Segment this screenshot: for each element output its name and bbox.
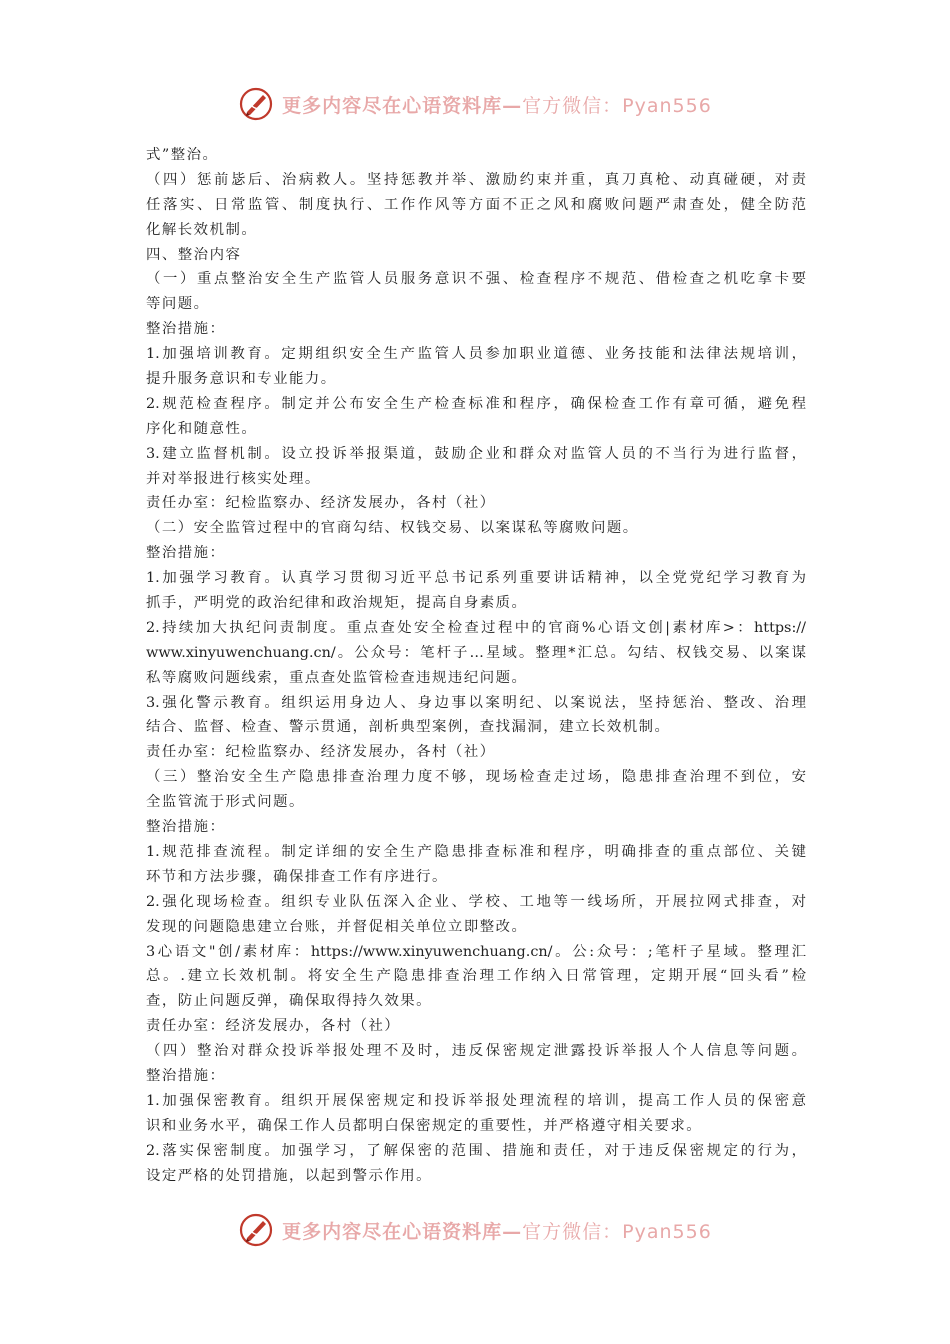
banner-text: 更多内容尽在心语资料库—官方微信：Pyan556 [282, 1220, 712, 1243]
text-line: 设定严格的处罚措施，以起到警示作用。 [146, 1167, 433, 1184]
text-line: 3.建立监督机制。设立投诉举报渠道，鼓励企业和群众对监管人员的不当行为进行监督， [146, 445, 806, 462]
text-line: 1.规范排查流程。制定详细的安全生产隐患排查标准和程序，明确排查的重点部位、关键 [146, 843, 806, 860]
text-line: 式”整治。 [146, 147, 219, 163]
text-line: 全监管流于形式问题。 [146, 794, 305, 811]
text-line: 总。.建立长效机制。将安全生产隐患排查治理工作纳入日常管理，定期开展“回头看”检 [146, 968, 806, 985]
document-body [146, 143, 806, 1188]
text-line: 私等腐败问题线索，重点查处监管检查违规违纪问题。 [146, 669, 528, 686]
text-line: 发现的问题隐患建立台账，并督促相关单位立即整改。 [146, 918, 528, 935]
text-line: 识和业务水平，确保工作人员都明白保密规定的重要性，并严格遵守相关要求。 [146, 1117, 703, 1134]
text-line: 2.强化现场检查。组织专业队伍深入企业、学校、工地等一线场所，开展拉网式排查，对 [146, 893, 806, 910]
text-line: 化解长效机制。 [146, 221, 258, 238]
text-line: 序化和随意性。 [146, 420, 258, 437]
text-line: 整治措施： [146, 1067, 226, 1084]
pen-logo-icon [238, 86, 274, 122]
footer-banner [0, 1210, 950, 1250]
text-line: 整治措施： [146, 321, 226, 338]
text-line: （三）整治安全生产隐患排查治理力度不够，现场检查走过场，隐患排查治理不到位，安 [146, 769, 806, 786]
banner-text: 更多内容尽在心语资料库—官方微信：Pyan556 [282, 94, 712, 117]
text-line: 四、整治内容 [146, 246, 242, 263]
text-line: 等问题。 [146, 296, 210, 313]
text-line: 环节和方法步骤，确保排查工作有序进行。 [146, 868, 448, 885]
text-line: 整治措施： [146, 819, 226, 836]
text-line: （四）惩前毖后、治病救人。坚持惩教并举、激励约束并重，真刀真枪、动真碰硬，对责 [146, 171, 806, 188]
text-line: 1.加强培训教育。定期组织安全生产监管人员参加职业道德、业务技能和法律法规培训， [146, 346, 806, 363]
text-line: 2.规范检查程序。制定并公布安全生产检查标准和程序，确保检查工作有章可循，避免程 [146, 395, 806, 412]
pen-logo-icon [238, 1212, 274, 1248]
header-banner [0, 84, 950, 124]
text-line: 整治措施： [146, 545, 226, 562]
text-line: 提升服务意识和专业能力。 [146, 371, 337, 388]
text-line: （一）重点整治安全生产监管人员服务意识不强、检查程序不规范、借检查之机吃拿卡要 [146, 271, 806, 288]
text-line: 查，防止问题反弹，确保取得持久效果。 [146, 993, 433, 1010]
text-line: 抓手，严明党的政治纪律和政治规矩，提高自身素质。 [146, 595, 528, 612]
text-line: 责任办室：纪检监察办、经济发展办，各村（社） [146, 744, 496, 761]
text-line: 责任办室：经济发展办，各村（社） [146, 1018, 401, 1035]
text-line: 3心语文"创/素材库：https://www.xinyuwenchuang.cn/。公:众号：;笔杆子星域。整理汇 [146, 943, 806, 960]
text-line: 3.强化警示教育。组织运用身边人、身边事以案明纪、以案说法，坚持惩治、整改、治理 [146, 694, 806, 711]
text-line: 并对举报进行核实处理。 [146, 470, 321, 487]
text-line: 2.持续加大执纪问责制度。重点查处安全检查过程中的官商%心语文创|素材库>：https:// [146, 619, 806, 636]
text-line: （二）安全监管过程中的官商勾结、权钱交易、以案谋私等腐败问题。 [146, 520, 639, 537]
text-line: 任落实、日常监管、制度执行、工作作风等方面不正之风和腐败问题严肃查处，健全防范 [146, 196, 806, 213]
text-line: 2.落实保密制度。加强学习，了解保密的范围、措施和责任，对于违反保密规定的行为， [146, 1142, 806, 1159]
text-line: （四）整治对群众投诉举报处理不及时，违反保密规定泄露投诉举报人个人信息等问题。 [146, 1043, 806, 1060]
text-line: 1.加强学习教育。认真学习贯彻习近平总书记系列重要讲话精神，以全党党纪学习教育为 [146, 570, 806, 587]
text-line: 结合、监督、检查、警示贯通，剖析典型案例，查找漏洞，建立长效机制。 [146, 719, 671, 736]
text-line: www.xinyuwenchuang.cn/。公众号：笔杆子…星域。整理*汇总。勾结、权钱交易、以案谋 [146, 644, 806, 661]
text-line: 责任办室：纪检监察办、经济发展办，各村（社） [146, 495, 496, 512]
text-line: 1.加强保密教育。组织开展保密规定和投诉举报处理流程的培训，提高工作人员的保密意 [146, 1092, 806, 1109]
